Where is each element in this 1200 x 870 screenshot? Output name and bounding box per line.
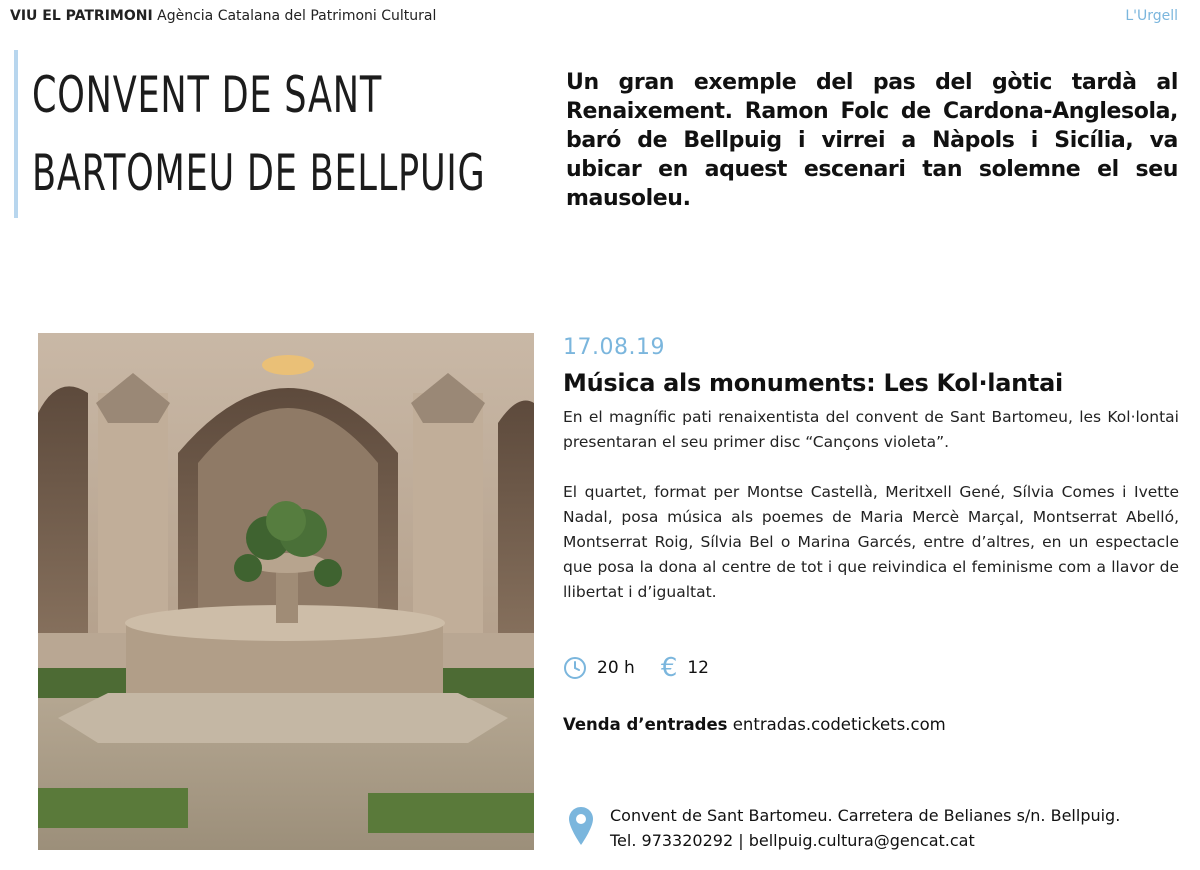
contact-info <box>610 803 1120 853</box>
euro-icon: € <box>660 653 678 683</box>
title-line-1: CONVENT DE SANT <box>32 66 383 124</box>
event-title: Música als monuments: Les Kol·lantai <box>563 369 1063 397</box>
cloister-fountain-photo <box>38 333 534 850</box>
description-paragraph-2: El quartet, format per Montse Castellà, Meritxell Gené, Sílvia Comes i Ivette Nadal, posa música als poemes de Maria Mercè Marçal, Montserrat Abelló, Montserrat Roig, Sílvia Bel o Marina Garcés, entre d’altres, en un espectacle que posa la dona al centre de tot i que reivindica el feminisme com a llavor de llibertat i d’igualtat. <box>563 483 1179 601</box>
tickets-label: Venda d’entrades <box>563 715 728 734</box>
tickets-link[interactable]: entradas.codetickets.com <box>732 715 946 734</box>
clock-icon <box>563 656 587 680</box>
header-bar <box>10 8 436 24</box>
location-pin-icon <box>568 806 594 850</box>
tickets-info <box>563 715 946 734</box>
event-meta <box>563 655 709 681</box>
intro-text: Un gran exemple del pas del gòtic tardà al Renaixement. Ramon Folc de Cardona-Anglesola, baró de Bellpuig i virrei a Nàpols i Sicília, va ubicar en aquest escenari tan solemne el seu mausoleu. <box>566 70 1178 211</box>
event-description <box>563 405 1179 630</box>
region-label: L'Urgell <box>1125 8 1178 24</box>
venue-address: Convent de Sant Bartomeu. Carretera de Belianes s/n. Bellpuig. <box>610 806 1121 825</box>
event-date: 17.08.19 <box>563 335 665 360</box>
agency-name: Agència Catalana del Patrimoni Cultural <box>157 8 437 24</box>
title-accent-bar <box>14 50 18 218</box>
title-line-2: BARTOMEU DE BELLPUIG <box>32 144 486 202</box>
event-time: 20 h <box>597 658 635 678</box>
event-price: 12 <box>687 658 709 678</box>
description-paragraph-1: En el magnífic pati renaixentista del convent de Sant Bartomeu, les Kol·lontai presentaran el seu primer disc “Cançons violeta”. <box>563 408 1179 451</box>
page-title <box>32 56 486 212</box>
brand-name: VIU EL PATRIMONI <box>10 8 153 24</box>
phone-email: Tel. 973320292 | bellpuig.cultura@gencat.cat <box>610 831 975 850</box>
